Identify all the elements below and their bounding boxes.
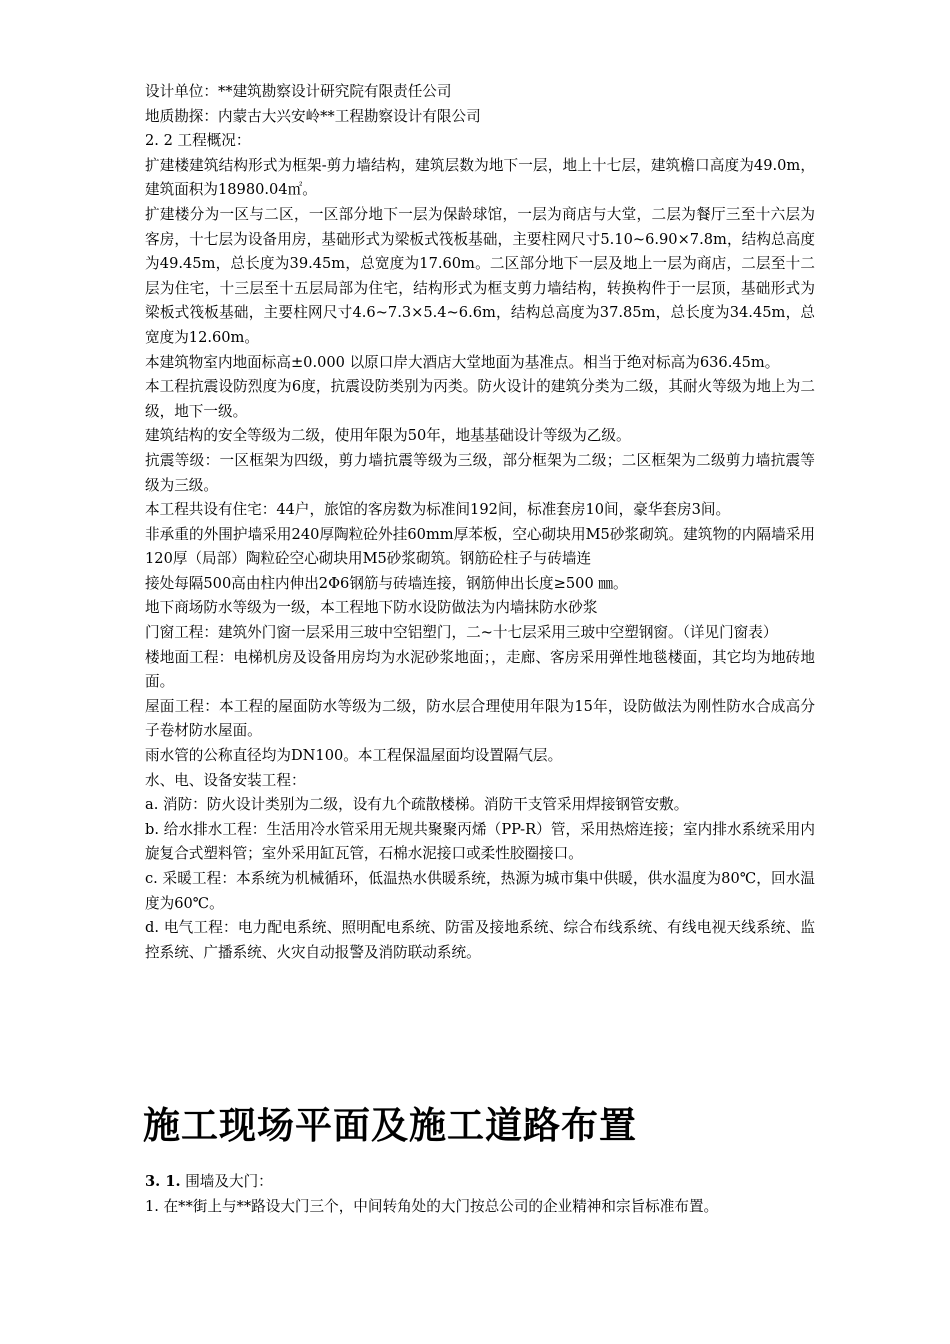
paragraph: 本建筑物室内地面标高±0.000 以原口岸大酒店大堂地面为基准点。相当于绝对标高为636.45m。 <box>145 353 780 371</box>
section-number: 3. 1. <box>145 1173 181 1190</box>
design-unit-line: 设计单位：**建筑勘察设计研究院有限责任公司 <box>145 83 452 100</box>
list-item: d. 电气工程：电力配电系统、照明配电系统、防雷及接地系统、综合布线系统、有线电视天线系统、监控系统、广播系统、火灾自动报警及消防联动系统。 <box>145 919 815 961</box>
list-item: b. 给水排水工程：生活用冷水管采用无规共聚聚丙烯（PP-R）管，采用热熔连接；室内排水系统采用内旋复合式塑料管；室外采用缸瓦管，石棉水泥接口或柔性胶圈接口。 <box>145 820 815 863</box>
body-text <box>145 80 815 965</box>
paragraph: 雨水管的公称直径均为DN100。本工程保温屋面均设置隔气层。 <box>145 747 563 765</box>
section-title-text: 围墙及大门： <box>185 1173 273 1190</box>
paragraph: 建筑结构的安全等级为二级，使用年限为50年，地基基础设计等级为乙级。 <box>145 427 631 445</box>
paragraph: 接处每隔500高由柱内伸出2Φ6钢筋与砖墙连接，钢筋伸出长度≥500 ㎜。 <box>145 574 628 592</box>
list-item: a. 消防：防火设计类别为二级，设有九个疏散楼梯。消防干支管采用焊接钢管安敷。 <box>145 796 689 814</box>
paragraph: 楼地面工程：电梯机房及设备用房均为水泥砂浆地面；，走廊、客房采用弹性地毯楼面，其它均为地砖地面。 <box>145 648 815 691</box>
section-2-2-title: 2. 2 工程概况： <box>145 132 251 150</box>
paragraph: 非承重的外围护墙采用240厚陶粒砼外挂60mm厚苯板，空心砌块用M5砂浆砌筑。建筑物的内隔墙采用120厚（局部）陶粒砼空心砌块用M5砂浆砌筑。钢筋砼柱子与砖墙连 <box>145 525 815 568</box>
list-item: 1. 在**街上与**路设大门三个，中间转角处的大门按总公司的企业精神和宗旨标准布置。 <box>145 1197 719 1215</box>
geology-survey-line: 地质勘探：内蒙古大兴安岭**工程勘察设计有限公司 <box>145 107 481 125</box>
list-item: c. 采暖工程：本系统为机械循环，低温热水供暖系统，热源为城市集中供暖，供水温度为80℃，回水温度为60℃。 <box>145 870 815 912</box>
paragraph: 屋面工程：本工程的屋面防水等级为二级，防水层合理使用年限为15年，设防做法为刚性防水合成高分子卷材防水屋面。 <box>145 697 815 740</box>
paragraph: 地下商场防水等级为一级，本工程地下防水设防做法为内墙抹防水砂浆 <box>145 599 598 617</box>
paragraph: 扩建楼分为一区与二区，一区部分地下一层为保龄球馆，一层为商店与大堂，二层为餐厅三至十六层为客房，十七层为设备用房，基础形式为梁板式筏板基础，主要柱网尺寸5.10~6.90×7.8m，结构总高度为49.45m，总长度为39.45m，总宽度为17.60m。二区部分地下一层及地上一层为商店，二层至十二层为住宅，十三层至十五层局部为住宅，结构形式为框支剪力墙结构，转换构件于一层顶，基础形式为梁板式筏板基础，主要柱网尺寸4.6~7.3×5.4~6.6m，结构总高度为37.85m，总长度为34.45m，总宽度为12.60m。 <box>145 205 815 346</box>
paragraph: 抗震等级：一区框架为四级，剪力墙抗震等级为三级，部分框架为二级；二区框架为二级剪力墙抗震等级为三级。 <box>145 451 815 494</box>
paragraph: 门窗工程：建筑外门窗一层采用三玻中空铝塑门，二~十七层采用三玻中空塑钢窗。（详见门窗表） <box>145 624 778 642</box>
section-heading: 施工现场平面及施工道路布置 <box>143 1104 637 1147</box>
paragraph: 本工程抗震设防烈度为6度，抗震设防类别为丙类。防火设计的建筑分类为二级，其耐火等级为地上为二级，地下一级。 <box>145 378 815 420</box>
paragraph: 扩建楼建筑结构形式为框架-剪力墙结构，建筑层数为地下一层，地上十七层，建筑檐口高度为49.0m，建筑面积为18980.04㎡。 <box>145 156 815 199</box>
section-3-1-title <box>145 1170 815 1195</box>
paragraph: 水、电、设备安装工程： <box>145 771 306 789</box>
paragraph: 本工程共设有住宅：44户，旅馆的客房数为标准间192间，标准套房10间，豪华套房3间。 <box>145 501 731 519</box>
section-3-1 <box>145 1170 815 1219</box>
